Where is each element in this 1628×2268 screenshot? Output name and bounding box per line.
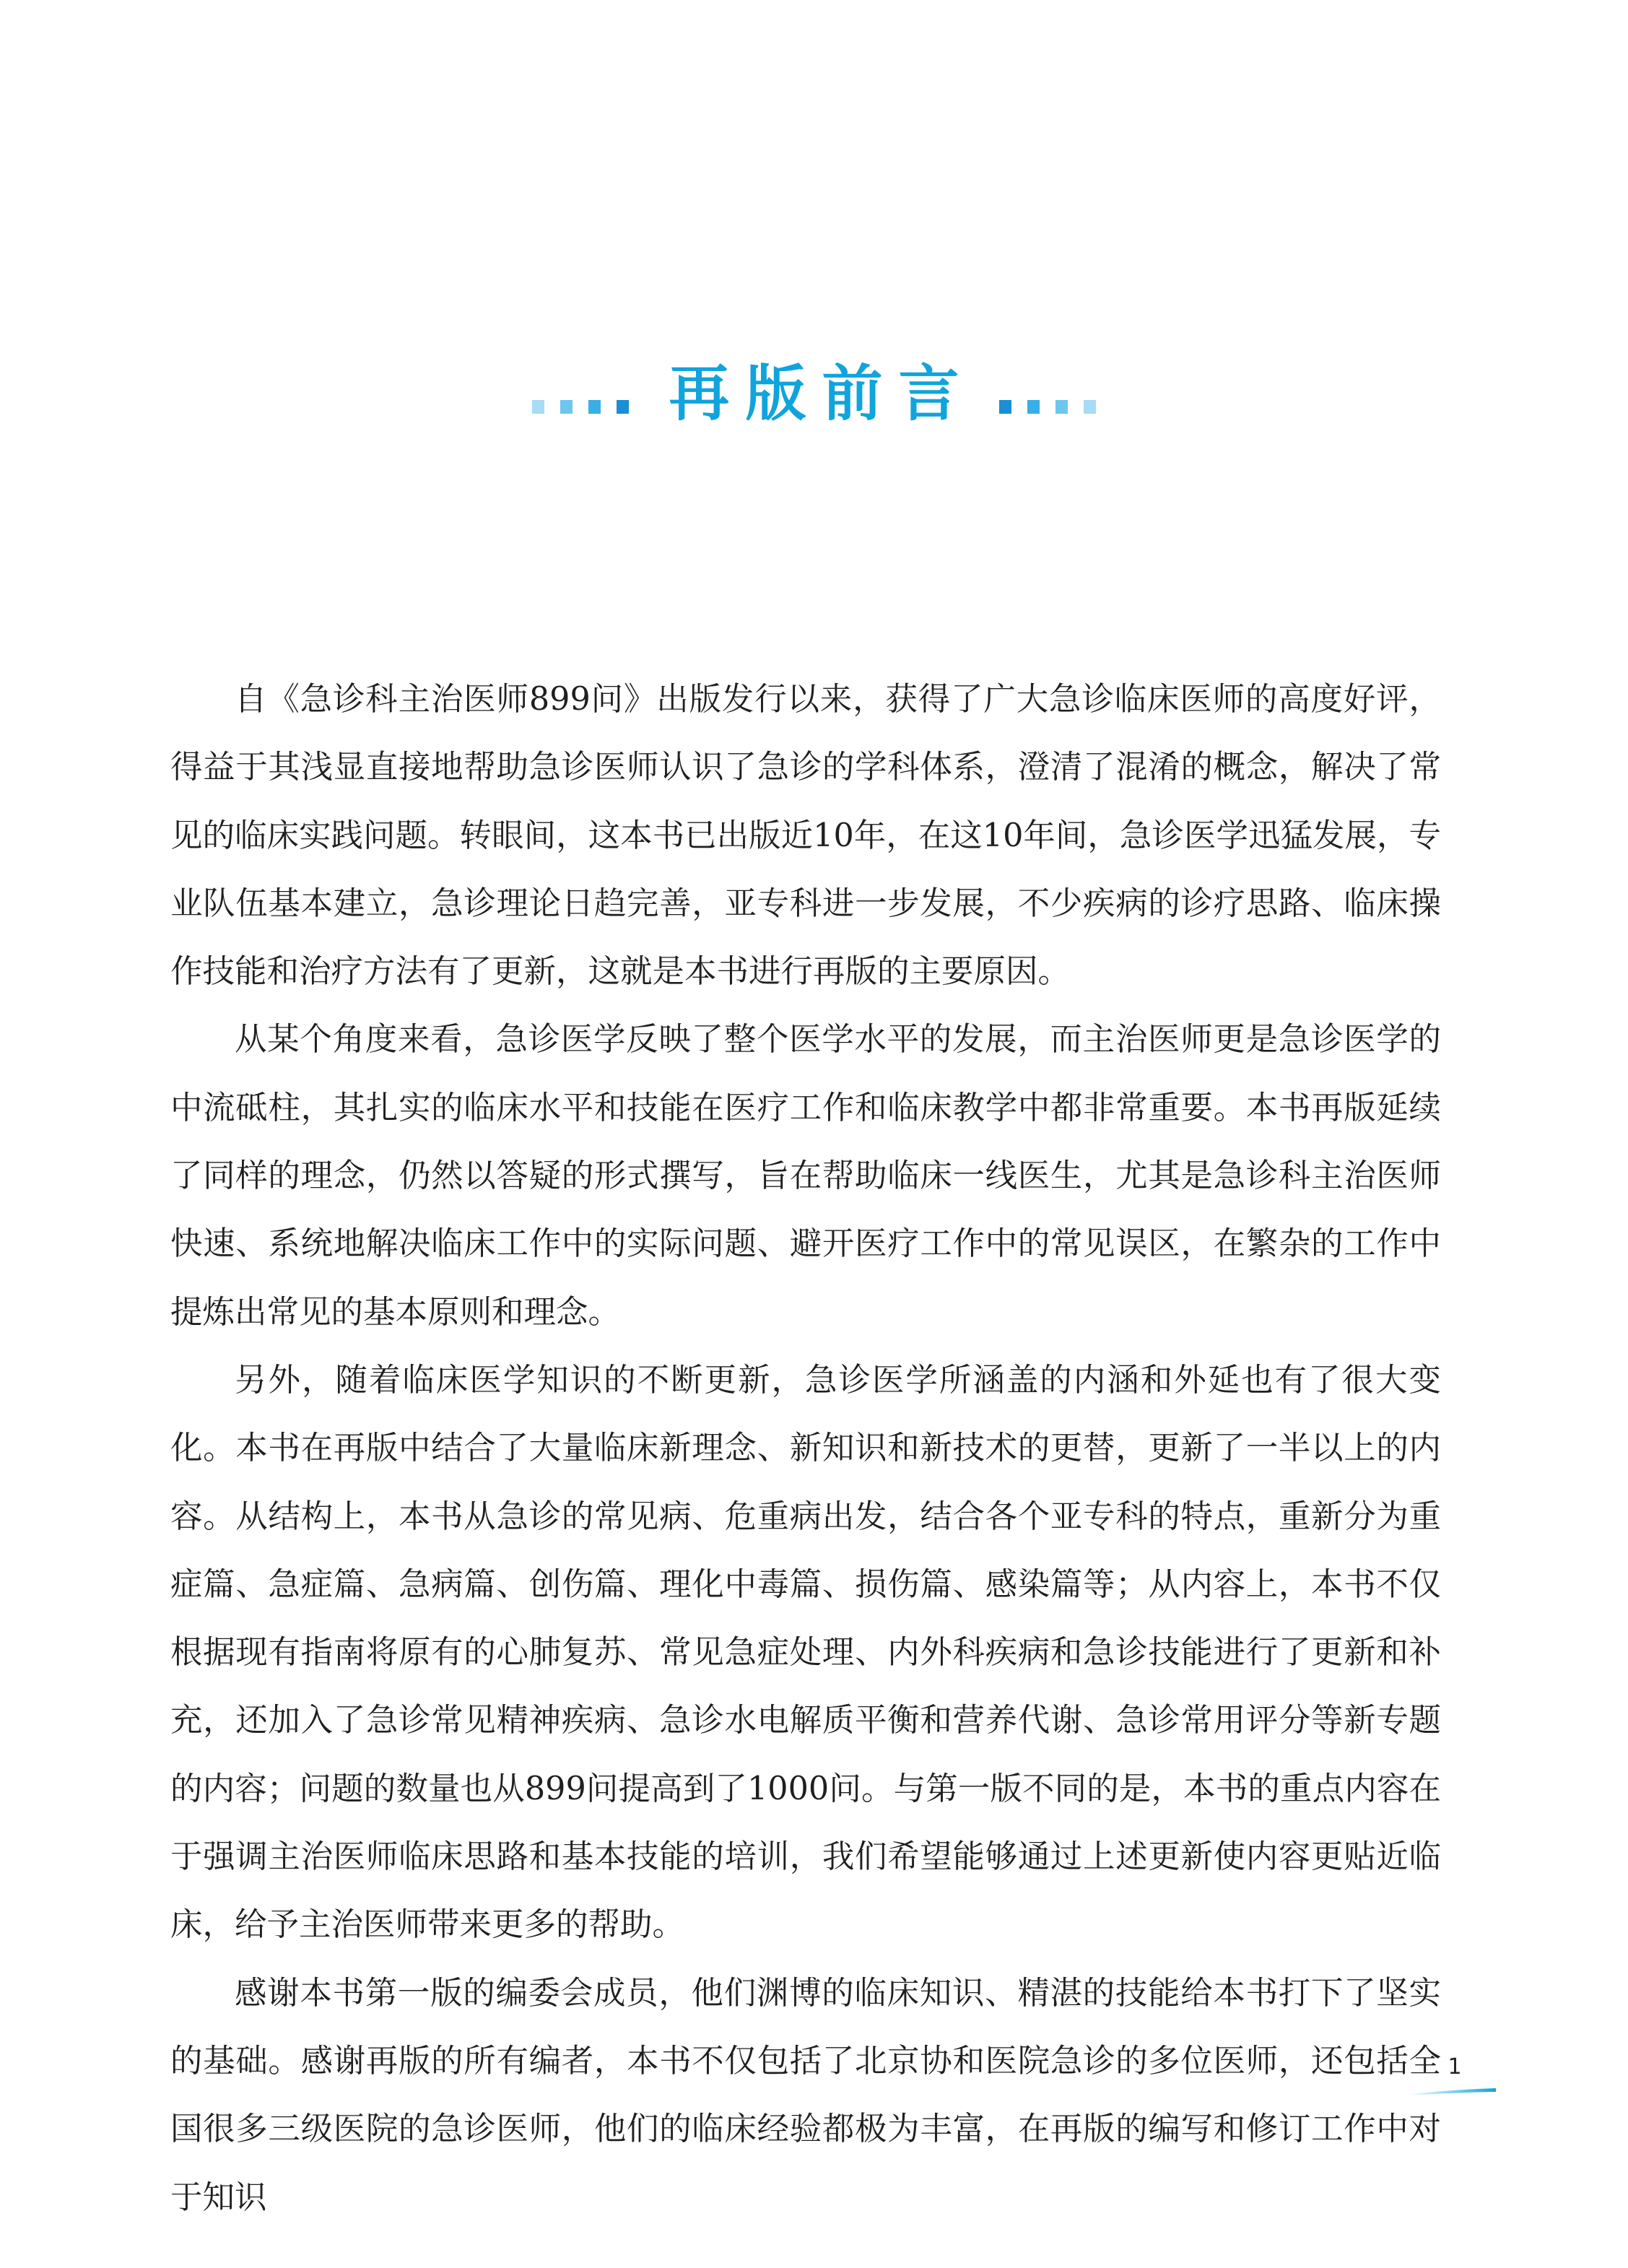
dot-icon — [560, 400, 573, 414]
page-number: 1 — [1448, 2054, 1462, 2080]
body-text — [170, 666, 1441, 2232]
decorative-dots-left — [524, 374, 637, 414]
page-swoosh-icon — [1409, 2085, 1496, 2100]
dot-icon — [1055, 400, 1068, 414]
dot-icon — [1027, 400, 1040, 414]
dot-icon — [588, 400, 601, 414]
chapter-heading — [0, 354, 1628, 433]
dot-icon — [999, 400, 1011, 414]
decorative-dots-right — [991, 374, 1104, 414]
paragraph: 另外，随着临床医学知识的不断更新，急诊医学所涵盖的内涵和外延也有了很大变化。本书在再版中结合了大量临床新理念、新知识和新技术的更替，更新了一半以上的内容。从结构上，本书从急诊的常见病、危重病出发，结合各个亚专科的特点，重新分为重症篇、急症篇、急病篇、创伤篇、理化中毒篇、损伤篇、感染篇等；从内容上，本书不仅根据现有指南将原有的心肺复苏、常见急症处理、内外科疾病和急诊技能进行了更新和补充，还加入了急诊常见精神疾病、急诊水电解质平衡和营养代谢、急诊常用评分等新专题的内容；问题的数量也从899问提高到了1000问。与第一版不同的是，本书的重点内容在于强调主治医师临床思路和基本技能的培训，我们希望能够通过上述更新使内容更贴近临床，给予主治医师带来更多的帮助。 — [170, 1361, 1441, 1944]
paragraph: 从某个角度来看，急诊医学反映了整个医学水平的发展，而主治医师更是急诊医学的中流砥柱，其扎实的临床水平和技能在医疗工作和临床教学中都非常重要。本书再版延续了同样的理念，仍然以答疑的形式撰写，旨在帮助临床一线医生，尤其是急诊科主治医师快速、系统地解决临床工作中的实际问题、避开医疗工作中的常见误区，在繁杂的工作中提炼出常见的基本原则和理念。 — [170, 1021, 1441, 1331]
paragraph: 自《急诊科主治医师899问》出版发行以来，获得了广大急诊临床医师的高度好评，得益于其浅显直接地帮助急诊医师认识了急诊的学科体系，澄清了混淆的概念，解决了常见的临床实践问题。转眼间，这本书已出版近10年，在这10年间，急诊医学迅猛发展，专业队伍基本建立，急诊理论日趋完善，亚专科进一步发展，不少疾病的诊疗思路、临床操作技能和治疗方法有了更新，这就是本书进行再版的主要原因。 — [170, 681, 1441, 991]
dot-icon — [1084, 400, 1096, 414]
page-title: 再版前言 — [669, 357, 975, 429]
dot-icon — [532, 400, 544, 414]
paragraph: 感谢本书第一版的编委会成员，他们渊博的临床知识、精湛的技能给本书打下了坚实的基础。感谢再版的所有编者，本书不仅包括了北京协和医院急诊的多位医师，还包括全国很多三级医院的急诊医师，他们的临床经验都极为丰富，在再版的编写和修订工作中对于知识 — [170, 1974, 1441, 2216]
dot-icon — [617, 400, 629, 414]
